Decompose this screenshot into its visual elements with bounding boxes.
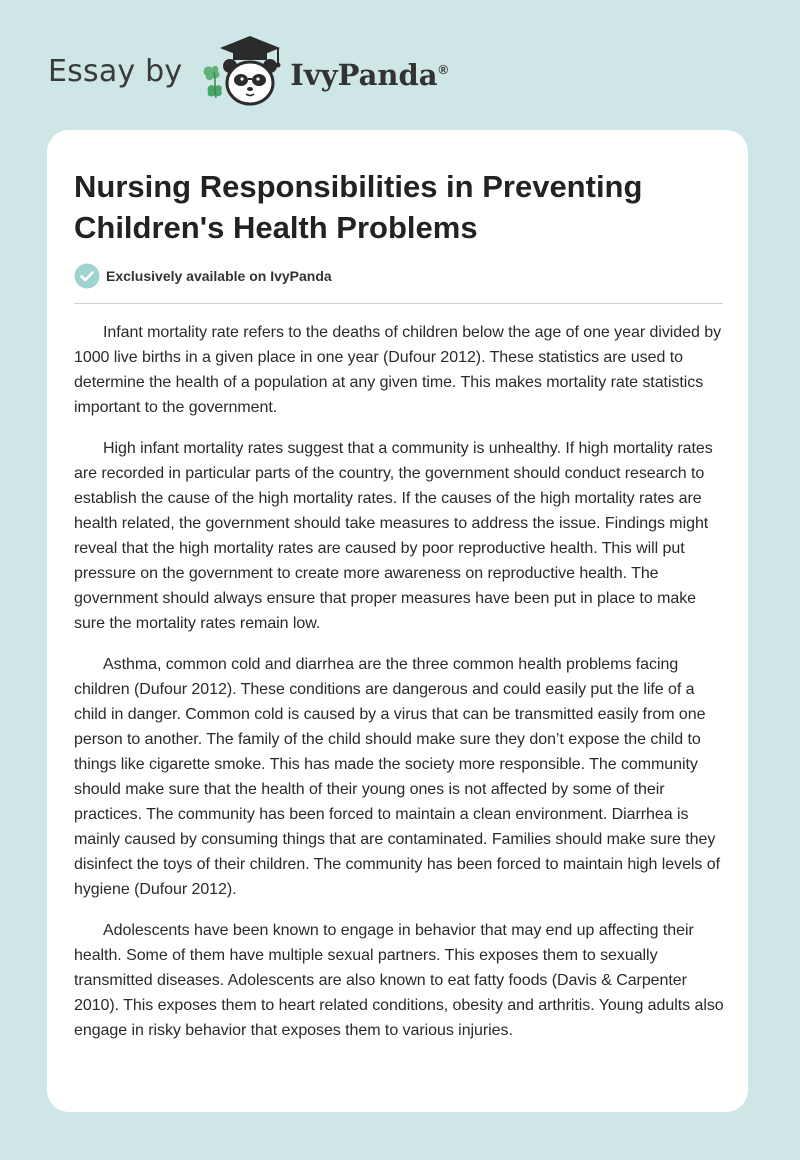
essay-body [74,320,724,1059]
essay-card [47,130,748,1112]
ivypanda-brand-name[interactable]: IvyPanda® [290,57,449,92]
exclusive-badge-text: Exclusively available on IvyPanda [106,268,332,284]
essay-by-label: Essay by [48,54,183,89]
check-circle-icon [74,263,100,289]
paragraph: Adolescents have been known to engage in behavior that may end up affecting their health. Some of them have multiple sexual partners. This exposes them to sexually transmitted diseases. Adolescents are also known to eat fatty foods (Davis & Carpenter 2010). This exposes them to heart related conditions, obesity and arthritis. Young adults also engage in risky behavior that exposes them to various injuries. [74,922,724,1039]
paragraph: Infant mortality rate refers to the deaths of children below the age of one year divided by 1000 live births in a given place in one year (Dufour 2012). These statistics are used to determine the health of a population at any given time. This makes mortality rate statistics important to the government. [74,324,722,416]
panda-graduate-icon[interactable] [200,34,286,110]
paragraph: Asthma, common cold and diarrhea are the three common health problems facing children (Dufour 2012). These conditions are dangerous and could easily put the life of a child in danger. Common cold is caused by a virus that can be transmitted easily from one person to another. The family of the child should make sure they don’t expose the child to things like cigarette smoke. This has made the society more responsible. The community should make sure that the health of their young ones is not affected by some of their practices. The community has been forced to maintain a clean environment. Diarrhea is mainly caused by consuming things that are contaminated. Families should make sure they disinfect the toys of their children. The community has been forced to maintain high levels of hygiene (Dufour 2012). [74,656,721,898]
registered-mark: ® [438,61,449,77]
paragraph: High infant mortality rates suggest that a community is unhealthy. If high mortality rates are recorded in particular parts of the country, the government should conduct research to establish the cause of the high mortality rates. If the causes of the high mortality rates are health related, the government should take measures to address the issue. Findings might reveal that the high mortality rates are caused by poor reproductive health. This will put pressure on the government to create more awareness on reproductive health. The government should always ensure that proper measures have been put in place to make sure the mortality rates remain low. [74,440,713,632]
title-divider [74,303,723,304]
essay-title: Nursing Responsibilities in Preventing Children's Health Problems [74,169,643,245]
site-header [48,32,448,112]
exclusive-badge [74,263,332,289]
